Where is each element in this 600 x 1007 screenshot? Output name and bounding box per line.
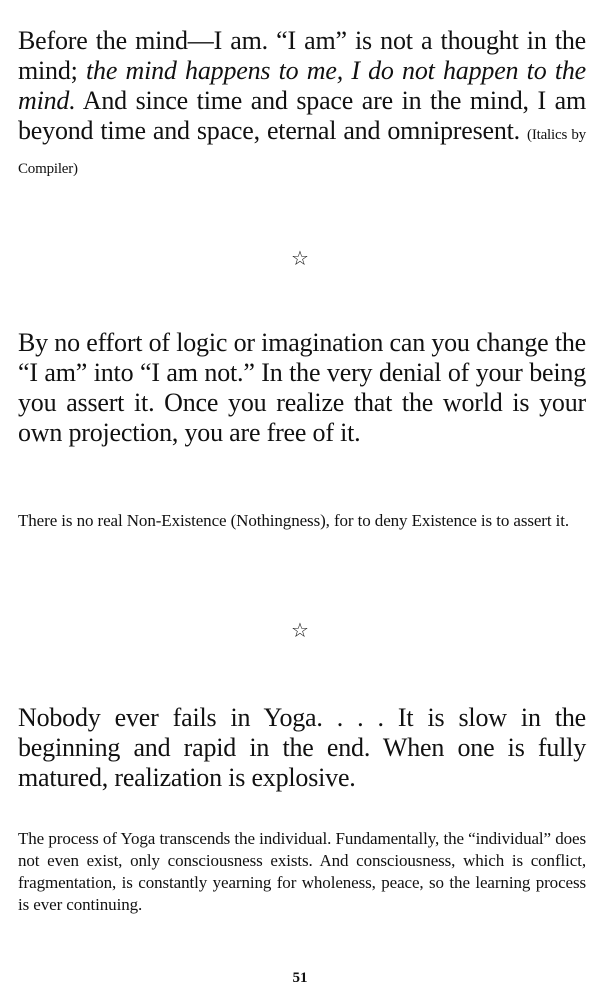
- page-number: 51: [292, 970, 308, 986]
- quote-1-text-b: And since time and space are in the mind, I am beyond time and space, eternal and omnipresent.: [18, 86, 586, 145]
- quote-1: [18, 26, 586, 184]
- quote-2: [18, 328, 586, 448]
- star-separator-icon: ☆: [291, 618, 309, 642]
- quote-1-italic-text: the mind happens to me, I do not happen to the mind.: [18, 56, 586, 115]
- commentary-2: The process of Yoga transcends the individual. Fundamentally, the “individual” does not even exist, only consciousness exists. And consciousness, which is conflict, fragmentation, is constantly yearning for wholeness, peace, so the learning process is ever continuing.: [18, 829, 586, 914]
- star-separator-icon: ☆: [291, 246, 309, 270]
- quote-1-text-a: Before the mind—I am. “I am” is not a thought in the mind;: [18, 26, 586, 85]
- compiler-note: (Italics by Compiler): [18, 127, 586, 177]
- quote-3: [18, 703, 586, 793]
- commentary-1: There is no real Non-Existence (Nothingness), for to deny Existence is to assert it.: [18, 511, 570, 530]
- quote-2-text: By no effort of logic or imagination can you change the “I am” into “I am not.” In the very denial of your being you assert it. Once you realize that the world is your own projection, you are free of it.: [18, 328, 586, 447]
- quote-3-text: Nobody ever fails in Yoga. . . . It is slow in the beginning and rapid in the end. When one is fully matured, realization is explosive.: [18, 703, 586, 792]
